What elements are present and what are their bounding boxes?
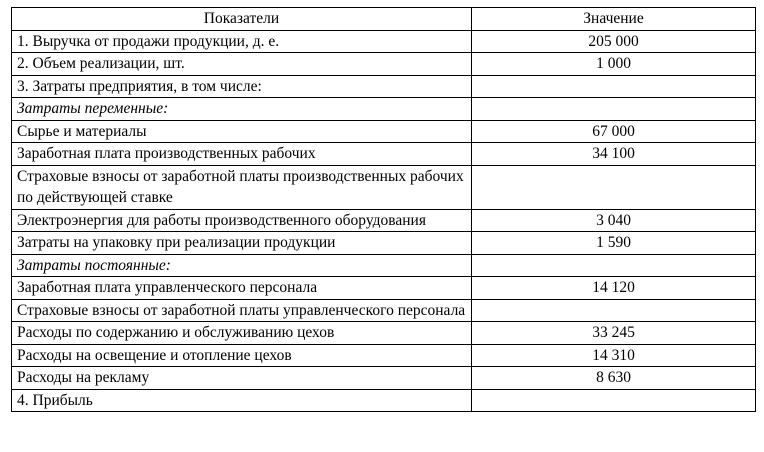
row-value: 14 120 [472, 277, 756, 300]
row-value: 67 000 [472, 120, 756, 143]
table-row [12, 75, 756, 98]
table-row [12, 277, 756, 300]
row-value: 8 630 [472, 367, 756, 390]
table-row [12, 344, 756, 367]
row-value [472, 165, 756, 209]
row-value: 34 100 [472, 143, 756, 166]
row-value: 1 590 [472, 232, 756, 255]
table-row [12, 299, 756, 322]
row-value: 1 000 [472, 53, 756, 76]
section-label-variable-costs: Затраты переменные: [12, 98, 472, 121]
row-value [472, 254, 756, 277]
row-label: Электроэнергия для работы производственного оборудования [12, 209, 472, 232]
row-label: Страховые взносы от заработной платы управленческого персонала [12, 299, 472, 322]
row-label: Заработная плата управленческого персонала [12, 277, 472, 300]
header-indicators: Показатели [12, 8, 472, 31]
row-value [472, 299, 756, 322]
table-row [12, 53, 756, 76]
table-row [12, 143, 756, 166]
table-header-row [12, 8, 756, 31]
table-row [12, 30, 756, 53]
row-value: 3 040 [472, 209, 756, 232]
row-label: Затраты на упаковку при реализации продукции [12, 232, 472, 255]
row-label: Страховые взносы от заработной платы производственных рабочих по действующей ставке [12, 165, 472, 209]
row-label: Заработная плата производственных рабочих [12, 143, 472, 166]
row-value: 14 310 [472, 344, 756, 367]
row-value [472, 75, 756, 98]
table-row [12, 367, 756, 390]
row-label: Расходы на освещение и отопление цехов [12, 344, 472, 367]
table-row [12, 209, 756, 232]
row-label: 4. Прибыль [12, 389, 472, 412]
table-row [12, 322, 756, 345]
row-label: 3. Затраты предприятия, в том числе: [12, 75, 472, 98]
table-row [12, 232, 756, 255]
table-row [12, 98, 756, 121]
indicators-table [11, 7, 756, 412]
row-label: 1. Выручка от продажи продукции, д. е. [12, 30, 472, 53]
row-label: Расходы на рекламу [12, 367, 472, 390]
row-label: Сырье и материалы [12, 120, 472, 143]
table-row [12, 165, 756, 209]
table-row [12, 389, 756, 412]
table-row [12, 254, 756, 277]
row-label: 2. Объем реализации, шт. [12, 53, 472, 76]
row-value: 33 245 [472, 322, 756, 345]
row-value: 205 000 [472, 30, 756, 53]
table-row [12, 120, 756, 143]
row-label: Расходы по содержанию и обслуживанию цехов [12, 322, 472, 345]
row-value [472, 98, 756, 121]
header-value: Значение [472, 8, 756, 31]
row-value [472, 389, 756, 412]
section-label-fixed-costs: Затраты постоянные: [12, 254, 472, 277]
